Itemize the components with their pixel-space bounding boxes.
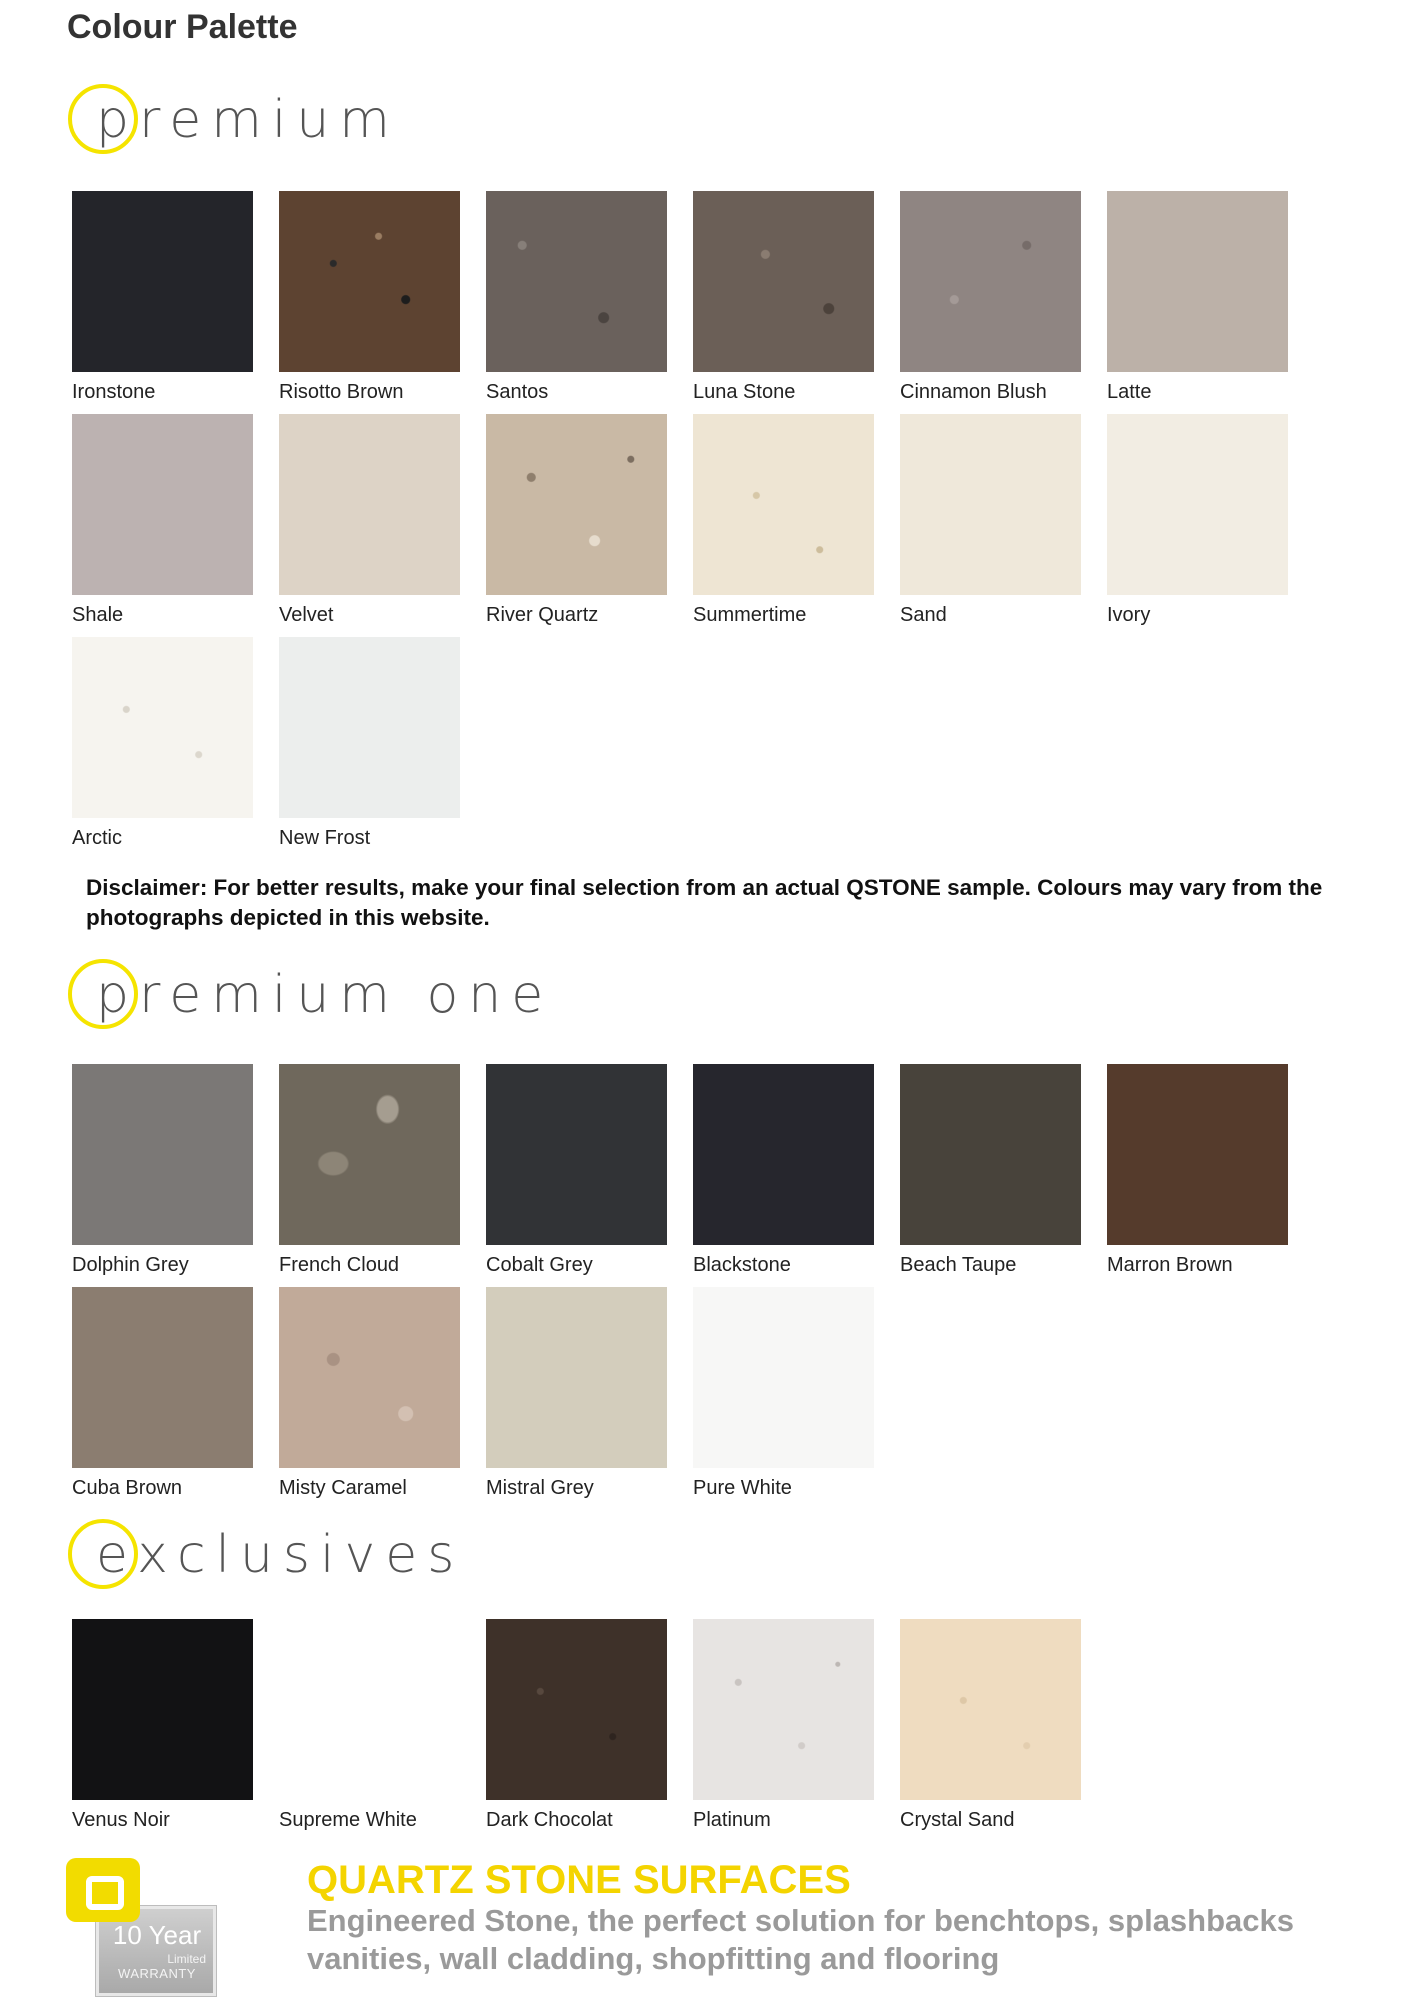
swatch-tile[interactable]	[279, 637, 460, 818]
swatch-tile[interactable]	[72, 191, 253, 372]
section-heading-text: exclusives	[96, 1525, 465, 1585]
swatch-label: Arctic	[72, 827, 122, 849]
swatch-label: Misty Caramel	[279, 1477, 407, 1499]
warranty-label: WARRANTY	[118, 1966, 196, 1981]
section-heading-text: premium	[96, 90, 400, 150]
swatch-mistral-grey[interactable]	[486, 1287, 667, 1500]
swatch-cinnamon-blush[interactable]	[900, 191, 1081, 404]
swatch-label: Blackstone	[693, 1254, 791, 1276]
swatch-label: Platinum	[693, 1809, 771, 1831]
swatch-tile[interactable]	[900, 1619, 1081, 1800]
swatch-french-cloud[interactable]	[279, 1064, 460, 1277]
swatch-label: Ivory	[1107, 604, 1151, 626]
swatch-beach-taupe[interactable]	[900, 1064, 1081, 1277]
promo-title: QUARTZ STONE SURFACES	[307, 1858, 851, 1902]
swatch-tile[interactable]	[900, 1064, 1081, 1245]
swatch-label: River Quartz	[486, 604, 599, 626]
swatch-label: Crystal Sand	[900, 1809, 1015, 1831]
swatch-label: Beach Taupe	[900, 1254, 1017, 1276]
swatch-label: Cinnamon Blush	[900, 381, 1047, 403]
swatch-tile[interactable]	[486, 191, 667, 372]
swatch-label: Shale	[72, 604, 124, 626]
swatch-shale[interactable]	[72, 414, 253, 627]
page-title: Colour Palette	[67, 8, 298, 46]
swatch-arctic[interactable]	[72, 637, 253, 850]
swatch-tile[interactable]	[72, 414, 253, 595]
swatch-tile[interactable]	[72, 637, 253, 818]
swatch-misty-caramel[interactable]	[279, 1287, 460, 1500]
swatch-platinum[interactable]	[693, 1619, 874, 1832]
swatch-label: Sand	[900, 604, 947, 626]
swatch-cobalt-grey[interactable]	[486, 1064, 667, 1277]
warranty-years: 10 Year	[112, 1920, 202, 1950]
swatch-label: Luna Stone	[693, 381, 796, 403]
swatch-pure-white[interactable]	[693, 1287, 874, 1500]
swatch-tile[interactable]	[279, 414, 460, 595]
swatch-tile[interactable]	[279, 1287, 460, 1468]
section-heading-text: premium one	[96, 965, 554, 1025]
swatch-velvet[interactable]	[279, 414, 460, 627]
swatch-tile[interactable]	[1107, 191, 1288, 372]
swatch-label: Pure White	[693, 1477, 792, 1499]
swatch-latte[interactable]	[1107, 191, 1288, 404]
swatch-label: French Cloud	[279, 1254, 400, 1276]
swatch-tile[interactable]	[486, 1064, 667, 1245]
swatch-label: Risotto Brown	[279, 381, 404, 403]
swatch-tile[interactable]	[693, 1064, 874, 1245]
swatch-tile[interactable]	[693, 1287, 874, 1468]
swatch-crystal-sand[interactable]	[900, 1619, 1081, 1832]
swatch-tile[interactable]	[900, 191, 1081, 372]
swatch-risotto-brown[interactable]	[279, 191, 460, 404]
swatch-santos[interactable]	[486, 191, 667, 404]
swatch-ironstone[interactable]	[72, 191, 253, 404]
swatch-label: Ironstone	[72, 381, 156, 403]
swatch-tile[interactable]	[1107, 414, 1288, 595]
swatch-tile[interactable]	[1107, 1064, 1288, 1245]
swatch-label: Marron Brown	[1107, 1254, 1233, 1276]
swatch-new-frost[interactable]	[279, 637, 460, 850]
swatch-sand[interactable]	[900, 414, 1081, 627]
swatch-tile[interactable]	[900, 414, 1081, 595]
swatch-luna-stone[interactable]	[693, 191, 874, 404]
swatch-tile[interactable]	[486, 1619, 667, 1800]
swatch-tile[interactable]	[693, 414, 874, 595]
swatch-blackstone[interactable]	[693, 1064, 874, 1277]
swatch-river-quartz[interactable]	[486, 414, 667, 627]
swatch-label: Velvet	[279, 604, 334, 626]
swatch-label: Mistral Grey	[486, 1477, 594, 1499]
qstone-q-logo-icon	[66, 1858, 140, 1922]
swatch-tile[interactable]	[279, 191, 460, 372]
swatch-tile[interactable]	[693, 1619, 874, 1800]
swatch-label: Supreme White	[279, 1809, 417, 1831]
disclaimer-text: Disclaimer: For better results, make your final selection from an actual QSTONE sample. Colours may vary from the photographs depicted in this website.	[86, 875, 1323, 930]
swatch-tile[interactable]	[693, 191, 874, 372]
promo-text: Engineered Stone, the perfect solution for benchtops, splashbacks vanities, wall cladding, shopfitting and flooring	[307, 1903, 1295, 1976]
swatch-marron-brown[interactable]	[1107, 1064, 1288, 1277]
swatch-tile[interactable]	[279, 1064, 460, 1245]
swatch-label: Latte	[1107, 381, 1152, 403]
swatch-dolphin-grey[interactable]	[72, 1064, 253, 1277]
swatch-label: Cobalt Grey	[486, 1254, 593, 1276]
swatch-label: Santos	[486, 381, 549, 403]
swatch-label: New Frost	[279, 827, 371, 849]
swatch-venus-noir[interactable]	[72, 1619, 253, 1832]
swatch-tile[interactable]	[72, 1287, 253, 1468]
swatch-supreme-white[interactable]	[279, 1619, 460, 1832]
swatch-cuba-brown[interactable]	[72, 1287, 253, 1500]
swatch-label: Cuba Brown	[72, 1477, 183, 1499]
warranty-limited: Limited	[167, 1952, 206, 1966]
swatch-dark-chocolat[interactable]	[486, 1619, 667, 1832]
swatch-tile[interactable]	[486, 414, 667, 595]
warranty-badge	[66, 1858, 216, 1998]
swatch-label: Dolphin Grey	[72, 1254, 189, 1276]
swatch-tile[interactable]	[486, 1287, 667, 1468]
swatch-summertime[interactable]	[693, 414, 874, 627]
swatch-tile[interactable]	[72, 1619, 253, 1800]
swatch-tile[interactable]	[72, 1064, 253, 1245]
swatch-label: Venus Noir	[72, 1809, 170, 1831]
swatch-tile[interactable]	[279, 1619, 460, 1800]
swatch-label: Dark Chocolat	[486, 1809, 613, 1831]
swatch-label: Summertime	[693, 604, 807, 626]
swatch-ivory[interactable]	[1107, 414, 1288, 627]
